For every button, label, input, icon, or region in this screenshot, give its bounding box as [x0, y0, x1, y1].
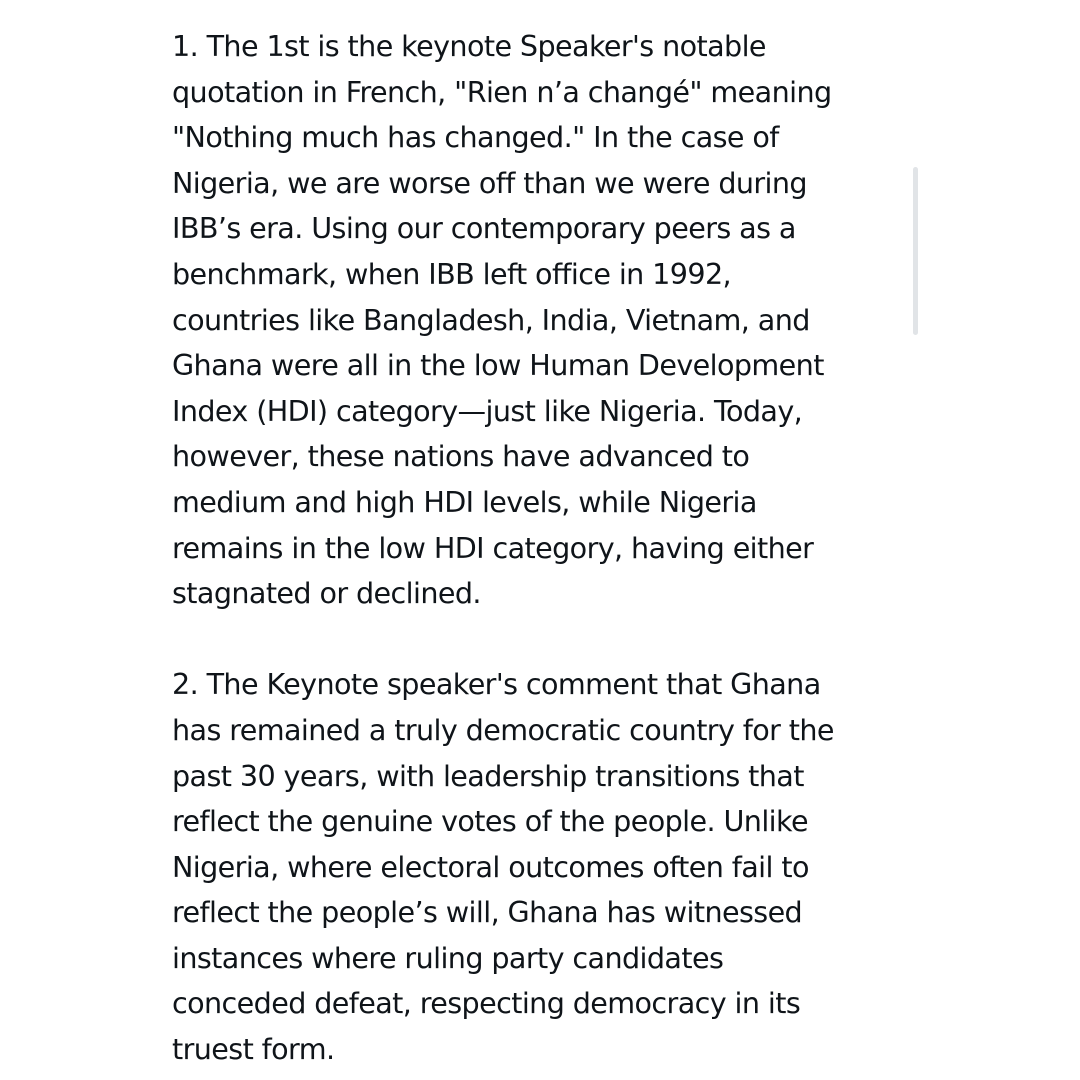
scrollbar-thumb[interactable]	[913, 167, 918, 334]
scrollbar[interactable]	[913, 0, 919, 1080]
paragraph-1: 1. The 1st is the keynote Speaker's notable quotation in French, "Rien n’a changé" meaning "Nothing much has changed." In the case of Nigeria, we are worse off than we were during IBB’s era. Using our contemporary peers as a benchmark, when IBB left office in 1992, countries like Bangladesh, India, Vietnam, and Ghana were all in the low Human Development Index (HDI) category—just like Nigeria. Today, however, these nations have advanced to medium and high HDI levels, while Nigeria remains in the low HDI category, having either stagnated or declined.	[172, 29, 832, 611]
paragraph-2: 2. The Keynote speaker's comment that Ghana has remained a truly democratic country for the past 30 years, with leadership transitions that reflect the genuine votes of the people. Unlike Nigeria, where electoral outcomes often fail to reflect the people’s will, Ghana has witnessed instances where ruling party candidates conceded defeat, respecting democracy in its truest form.	[172, 667, 834, 1067]
post-body	[172, 24, 902, 1073]
